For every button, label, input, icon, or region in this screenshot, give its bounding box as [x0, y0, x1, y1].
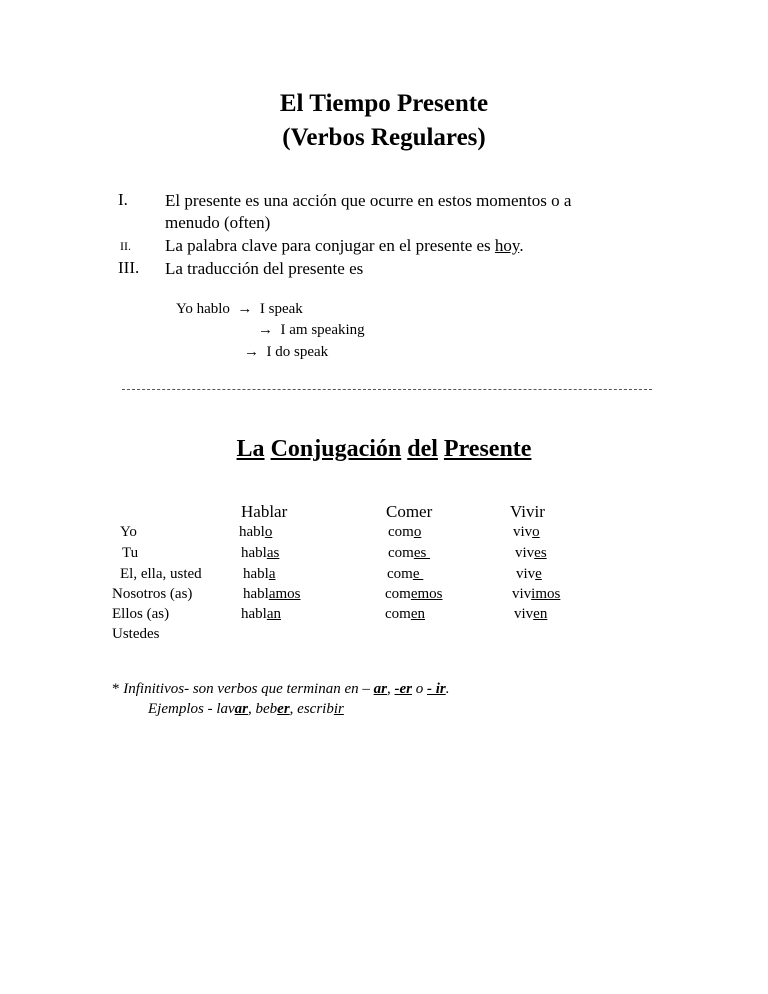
translation-3: I do speak	[266, 344, 329, 360]
conj-comer-el	[387, 566, 423, 583]
stem: habl	[241, 606, 267, 622]
ending: es	[413, 545, 431, 561]
example-stem: escrib	[297, 701, 334, 717]
ending-ar: ar	[373, 681, 387, 697]
stem: com	[388, 524, 414, 540]
separator: ,	[289, 701, 298, 717]
list-number-2: II.	[120, 239, 131, 253]
examples-label: Ejemplos -	[148, 701, 217, 717]
pronoun-tu: Tu	[122, 545, 139, 561]
ending: en	[410, 606, 425, 622]
heading-word-conjugacion: Conjugación	[270, 436, 402, 462]
ending: e	[412, 566, 424, 582]
stem: viv	[513, 524, 533, 540]
stem: habl	[243, 586, 269, 602]
stem: habl	[243, 566, 269, 582]
stem: com	[385, 606, 411, 622]
keyword-hoy: hoy	[494, 236, 520, 255]
list-item-2-period: .	[519, 236, 524, 255]
separator: ,	[248, 701, 256, 717]
list-number-3: III.	[118, 258, 140, 277]
example-stem: beb	[255, 701, 278, 717]
conj-comer-tu	[388, 545, 430, 562]
separator: ,	[386, 681, 395, 697]
stem: viv	[516, 566, 536, 582]
translation-2: I am speaking	[280, 322, 365, 338]
example-ending: ir	[333, 701, 344, 717]
ending: o	[532, 524, 540, 540]
example-ending: ar	[234, 701, 248, 717]
stem: habl	[239, 524, 265, 540]
stem: com	[388, 545, 414, 561]
column-header-vivir: Vivir	[510, 502, 545, 521]
ending: imos	[531, 586, 561, 602]
conj-hablar-tu	[241, 545, 279, 562]
list-item-1-line-1: El presente es una acción que ocurre en estos momentos o a	[165, 191, 572, 210]
example-stem: lav	[216, 701, 235, 717]
ending-er: -er	[394, 681, 412, 697]
conj-vivir-el	[516, 566, 542, 583]
translation-line-1	[176, 301, 303, 318]
separator: o	[411, 681, 427, 697]
conj-comer-nosotros	[385, 586, 443, 603]
conj-hablar-el	[243, 566, 276, 583]
heading-word-del: del	[407, 436, 438, 462]
stem: habl	[241, 545, 267, 561]
conj-comer-yo	[388, 524, 421, 541]
pronoun-ustedes: Ustedes	[112, 626, 160, 642]
arrow-icon: →	[258, 322, 273, 338]
example-ending: er	[277, 701, 290, 717]
period: .	[445, 681, 450, 697]
ending: a	[268, 566, 276, 582]
ending-ir: - ir	[426, 681, 446, 697]
examples-line	[148, 701, 344, 718]
section-heading	[0, 436, 768, 463]
pronoun-ellos: Ellos (as)	[112, 606, 170, 622]
asterisk: *	[112, 681, 124, 697]
conj-vivir-tu	[515, 545, 547, 562]
title-line-1: El Tiempo Presente	[279, 90, 489, 117]
conj-hablar-yo	[239, 524, 272, 541]
ending: e	[535, 566, 542, 582]
conj-hablar-nosotros	[243, 586, 301, 603]
translation-line-3	[244, 344, 328, 361]
column-header-hablar: Hablar	[241, 502, 288, 521]
list-item-2-text: La palabra clave para conjugar en el presente es	[165, 236, 495, 255]
arrow-icon: →	[237, 301, 253, 317]
pronoun-el-ella-usted: El, ella, usted	[120, 566, 202, 582]
ending: en	[533, 606, 548, 622]
heading-word-presente: Presente	[443, 436, 532, 462]
conj-comer-ellos	[385, 606, 425, 623]
infinitive-note	[112, 681, 449, 698]
conj-hablar-ellos	[241, 606, 281, 623]
pronoun-nosotros: Nosotros (as)	[112, 586, 193, 602]
ending: emos	[410, 586, 443, 602]
ending: o	[264, 524, 273, 540]
conj-vivir-ellos	[514, 606, 547, 623]
ending: es	[534, 545, 547, 561]
stem: viv	[512, 586, 532, 602]
stem: com	[385, 586, 411, 602]
note-text: Infinitivos- son verbos que terminan en –	[123, 681, 374, 697]
list-item-1-line-2: menudo (often)	[165, 213, 271, 232]
list-item-3: La traducción del presente es	[165, 259, 364, 278]
ending: amos	[268, 586, 301, 602]
ending: o	[413, 524, 422, 540]
conj-vivir-yo	[513, 524, 540, 541]
heading-word-la: La	[236, 436, 265, 462]
dashed-divider	[122, 389, 652, 390]
stem: com	[387, 566, 413, 582]
list-number-1: I.	[118, 190, 128, 209]
ending: as	[266, 545, 280, 561]
pronoun-yo: Yo	[120, 524, 137, 540]
translation-subject: Yo hablo	[176, 301, 230, 317]
translation-line-2	[258, 322, 365, 339]
stem: viv	[515, 545, 535, 561]
list-item-2	[165, 235, 524, 257]
stem: viv	[514, 606, 534, 622]
translation-1: I speak	[259, 301, 303, 317]
title-line-2: (Verbos Regulares)	[282, 124, 486, 151]
arrow-icon: →	[244, 344, 259, 360]
conj-vivir-nosotros	[512, 586, 560, 603]
column-header-comer: Comer	[386, 502, 433, 521]
ending: an	[266, 606, 281, 622]
